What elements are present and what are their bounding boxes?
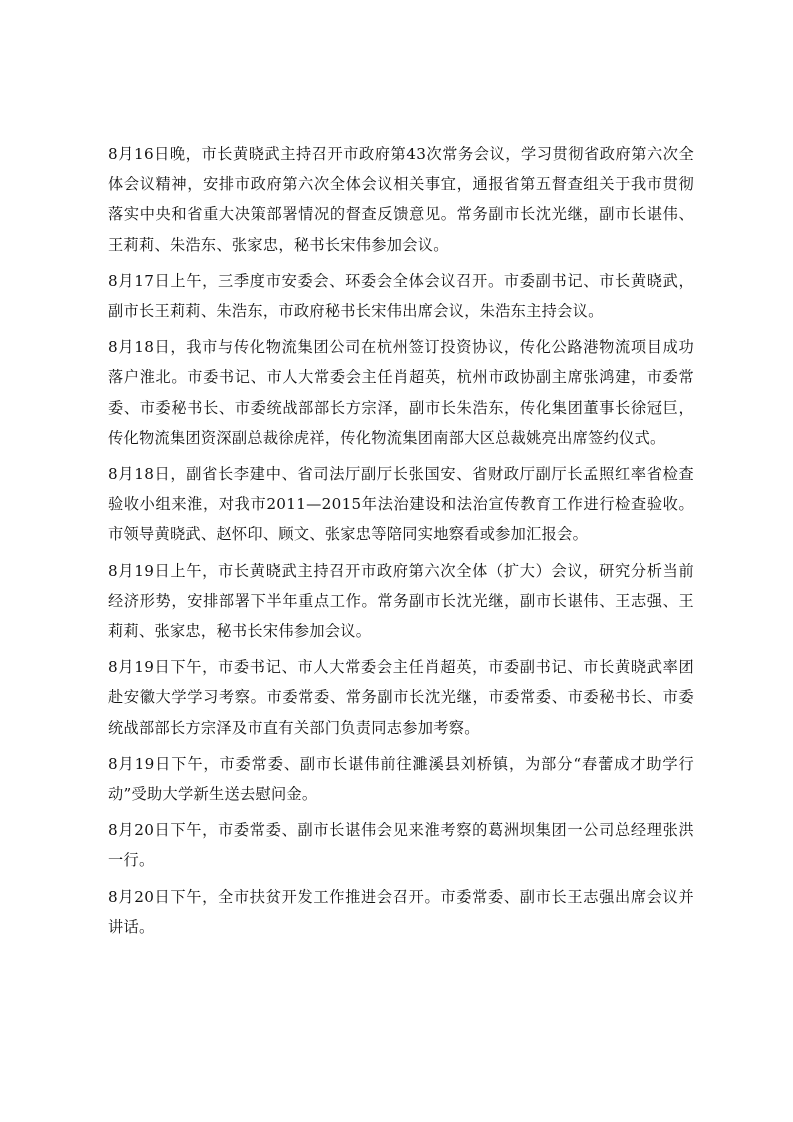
news-paragraph-3: 8月18日，我市与传化物流集团公司在杭州签订投资协议，传化公路港物流项目成功落户淮北。市委书记、市人大常委会主任肖超英，杭州市政协副主席张鸿建，市委常委、市委秘书长、市委统战部部长方宗泽，副市长朱浩东，传化集团董事长徐冠巨，传化物流集团资深副总裁徐虎祥，传化物流集团南部大区总裁姚亮出席签约仪式。 xyxy=(108,338,694,447)
news-paragraph-2: 8月17日上午，三季度市安委会、环委会全体会议召开。市委副书记、市长黄晓武，副市长王莉莉、朱浩东，市政府秘书长宋伟出席会议，朱浩东主持会议。 xyxy=(108,271,694,321)
news-paragraph-6: 8月19日下午，市委书记、市人大常委会主任肖超英，市委副书记、市长黄晓武率团赴安徽大学学习考察。市委常委、常务副市长沈光继，市委常委、市委秘书长、市委统战部部长方宗泽及市直有关部门负责同志参加考察。 xyxy=(108,658,694,737)
news-paragraph-5: 8月19日上午，市长黄晓武主持召开市政府第六次全体（扩大）会议，研究分析当前经济形势，安排部署下半年重点工作。常务副市长沈光继，副市长谌伟、王志强、王莉莉、张家忠，秘书长宋伟参加会议。 xyxy=(108,561,694,641)
news-paragraph-9: 8月20日下午，全市扶贫开发工作推进会召开。市委常委、副市长王志强出席会议并讲话。 xyxy=(108,887,694,936)
document-body xyxy=(108,139,694,948)
news-paragraph-7: 8月19日下午，市委常委、副市长谌伟前往濉溪县刘桥镇，为部分“春蕾成才助学行动”受助大学新生送去慰问金。 xyxy=(108,754,694,804)
news-paragraph-8: 8月20日下午，市委常委、副市长谌伟会见来淮考察的葛洲坝集团一公司总经理张洪一行。 xyxy=(108,821,694,870)
news-paragraph-1: 8月16日晚，市长黄晓武主持召开市政府第43次常务会议，学习贯彻省政府第六次全体会议精神，安排市政府第六次全体会议相关事宜，通报省第五督查组关于我市贯彻落实中央和省重大决策部署情况的督查反馈意见。常务副市长沈光继，副市长谌伟、王莉莉、朱浩东、张家忠，秘书长宋伟参加会议。 xyxy=(108,145,694,254)
news-paragraph-4: 8月18日，副省长李建中、省司法厅副厅长张国安、省财政厅副厅长孟照红率省检查验收小组来淮，对我市2011—2015年法治建设和法治宣传教育工作进行检查验收。市领导黄晓武、赵怀印、顾文、张家忠等陪同实地察看或参加汇报会。 xyxy=(108,465,694,544)
